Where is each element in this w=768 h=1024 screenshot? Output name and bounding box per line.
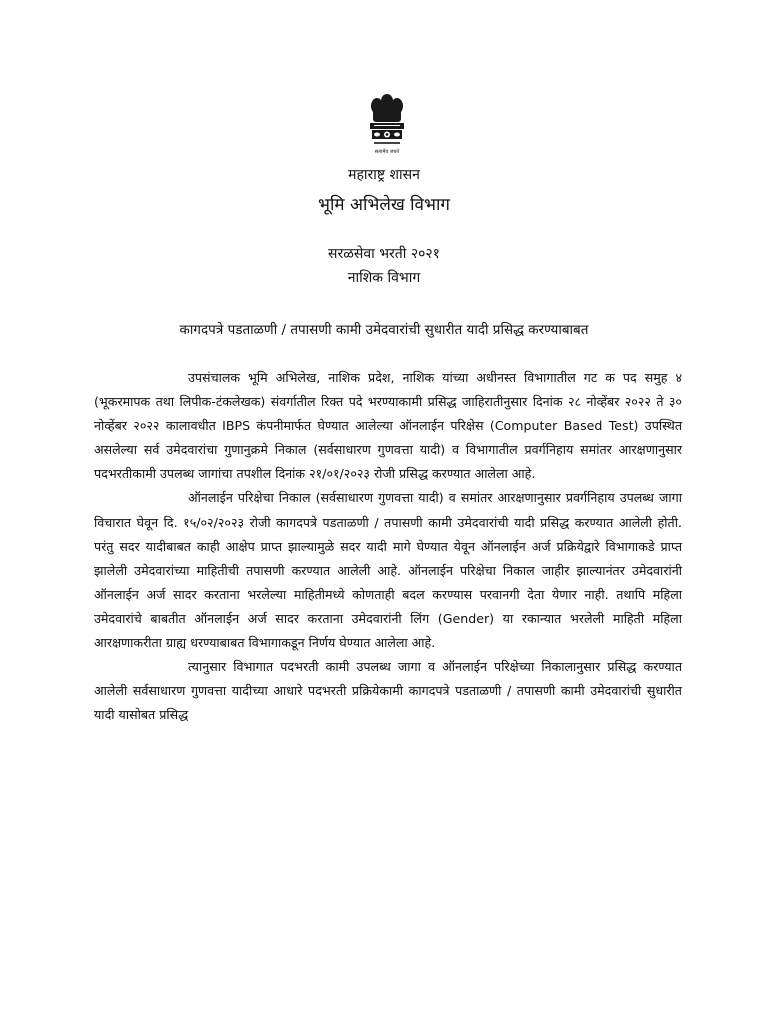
- subject-line: कागदपत्रे पडताळणी / तपासणी कामी उमेदवारांची सुधारीत यादी प्रसिद्ध करण्याबाबत: [179, 322, 589, 338]
- emblem-motto: सत्यमेव जयते: [374, 149, 400, 155]
- state-emblem: [364, 92, 410, 162]
- lion-capital-icon: [364, 92, 410, 148]
- paragraph-1: उपसंचालक भूमि अभिलेख, नाशिक प्रदेश, नाशिक यांच्या अधीनस्त विभागातील गट क पद समुह ४ (भूकरमापक तथा लिपीक-टंकलेखक) संवर्गातील रिक्त पदे भरण्याकामी प्रसिद्ध जाहिरातीनुसार दिनांक २८ नोव्हेंबर २०२२ ते ३० नोव्हेंबर २०२२ कालावधीत IBPS कंपनीमार्फत घेण्यात आलेल्या ऑनलाईन परिक्षेस (Computer Based Test) उपस्थित असलेल्या सर्व उमेदवारांचा गुणानुक्रमे निकाल (सर्वसाधारण गुणवत्ता यादी) व विभागातील प्रवर्गनिहाय समांतर आरक्षणानुसार पदभरतीकामी उपलब्ध जागांचा तपशील दिनांक २१/०१/२०२३ रोजी प्रसिद्ध करण्यात आलेला आहे.: [94, 370, 682, 482]
- government-name: महाराष्ट्र शासन: [348, 167, 420, 183]
- paragraph-2: ऑनलाईन परिक्षेचा निकाल (सर्वसाधारण गुणवत्ता यादी) व समांतर आरक्षणानुसार प्रवर्गनिहाय उपलब्ध जागा विचारात घेवून दि. १५/०२/२०२३ रोजी कागदपत्रे पडताळणी / तपासणी कामी उमेदवारांची यादी प्रसिद्ध करण्यात आलेली होती. परंतु सदर यादीबाबत काही आक्षेप प्राप्त झाल्यामुळे सदर यादी मागे घेण्यात येवून ऑनलाईन अर्ज प्रक्रियेद्वारे विभागाकडे प्राप्त झालेली उमेदवारांच्या माहितीची तपासणी करण्यात आलेली आहे. ऑनलाईन परिक्षेचा निकाल जाहीर झाल्यानंतर उमेदवारांनी ऑनलाईन अर्ज सादर करताना भरलेल्या माहितीमध्ये कोणताही बदल करण्यास परवानगी देता येणार नाही. तथापि महिला उमेदवारांचे बाबतीत ऑनलाईन अर्ज सादर करताना उमेदवारांनी लिंग (Gender) या रकान्यात भरलेली माहिती महिला आरक्षणाकरीता ग्राह्य धरण्याबाबत विभागाकडून निर्णय घेण्यात आलेला आहे.: [94, 490, 682, 651]
- recruitment-title: सरळसेवा भरती २०२१: [328, 246, 440, 262]
- document-body: [94, 366, 682, 727]
- department-name: भूमि अभिलेख विभाग: [318, 195, 450, 215]
- division-name: नाशिक विभाग: [347, 270, 421, 286]
- paragraph-3: त्यानुसार विभागात पदभरती कामी उपलब्ध जागा व ऑनलाईन परिक्षेच्या निकालानुसार प्रसिद्ध करण्यात आलेली सर्वसाधारण गुणवत्ता यादीच्या आधारे पदभरती प्रक्रियेकामी कागदपत्रे पडताळणी / तपासणी कामी उमेदवारांची सुधारीत यादी यासोबत प्रसिद्ध: [94, 659, 682, 723]
